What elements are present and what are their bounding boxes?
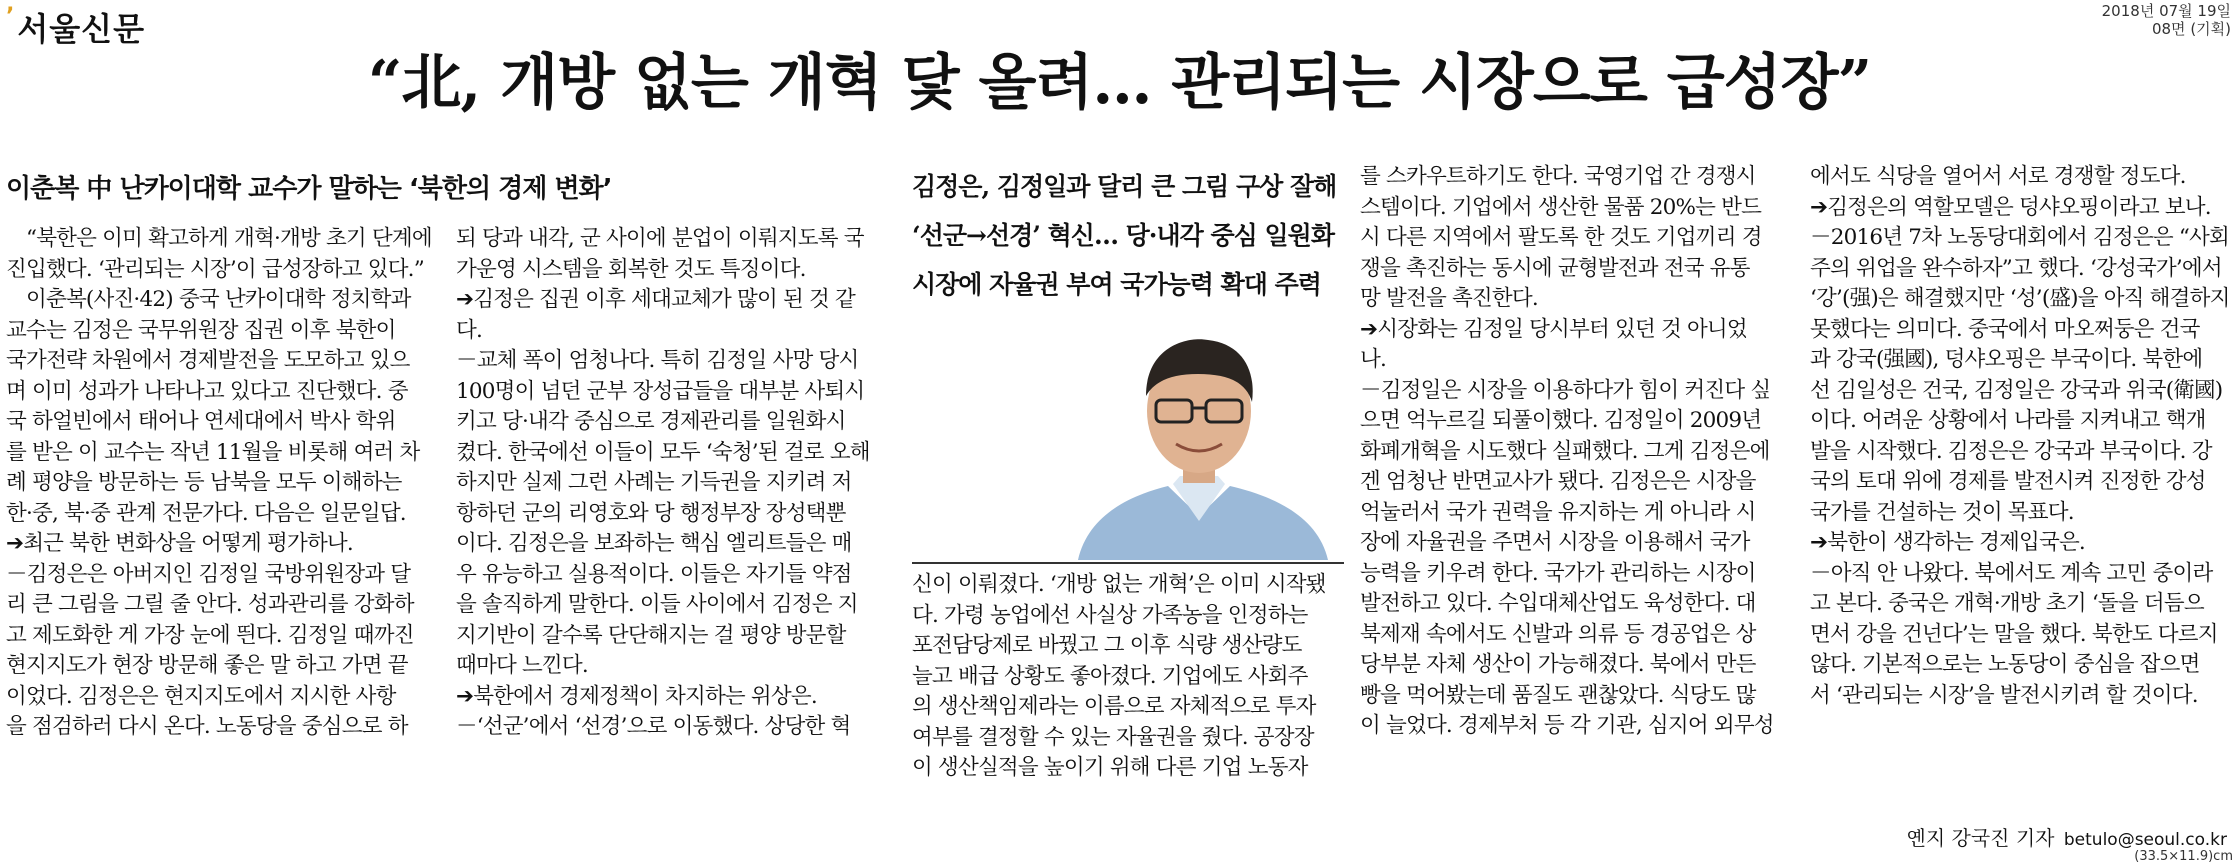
text-line: －김정은은 아버지인 김정일 국방위원장과 달 [6, 561, 411, 587]
newspaper-name: 서울신문 [17, 10, 146, 48]
text-line: 과 강국(强國), 덩샤오핑은 부국이다. 북한에 [1810, 347, 2203, 372]
text-line: 이 생산실적을 높이기 위해 다른 기업 노동자 [912, 755, 1308, 780]
text-line: 이다. 김정은을 보좌하는 핵심 엘리트들은 매 [456, 531, 852, 556]
text-line: 능력을 키우려 한다. 국가가 관리하는 시장이 [1360, 560, 1756, 586]
text-line: 발을 시작했다. 김정은은 강국과 부국이다. 강 [1810, 438, 2212, 464]
text-line: 망 발전을 촉진한다. [1360, 286, 1538, 311]
text-line: 항하던 군의 리영호와 당 행정부장 장성택뿐 [456, 500, 846, 526]
photo-divider [912, 562, 1344, 564]
text-line: －‘선군’에서 ‘선경’으로 이동했다. 상당한 혁 [456, 714, 851, 739]
text-line: 못했다는 의미다. 중국에서 마오쩌둥은 건국 [1810, 316, 2200, 342]
text-line: 진입했다. ‘관리되는 시장’이 급성장하고 있다.” [6, 256, 424, 282]
text-line: 에서도 식당을 열어서 서로 경쟁할 정도다. [1810, 164, 2186, 189]
text-line: 을 점검하러 다시 온다. 노동당을 중심으로 하 [6, 714, 408, 739]
text-line: 현지지도가 현장 방문해 좋은 말 하고 가면 끝 [6, 653, 408, 678]
text-line: 여부를 결정할 수 있는 자율권을 줬다. 공장장 [912, 724, 1314, 750]
text-line: 키고 당·내각 중심으로 경제관리를 일원화시 [456, 409, 846, 434]
text-line: －교체 폭이 엄청나다. 특히 김정일 사망 당시 [456, 348, 859, 373]
text-line: ‘강’(强)은 해결했지만 ‘성’(盛)을 아직 해결하지 [1810, 286, 2230, 311]
text-line: 늘고 배급 상황도 좋아졌다. 기업에도 사회주 [912, 663, 1308, 689]
text-line: 의 생산책임제라는 이름으로 자체적으로 투자 [912, 694, 1316, 719]
text-line: 가운영 시스템을 회복한 것도 특징이다. [456, 256, 806, 282]
text-line: 국가전략 차원에서 경제발전을 도모하고 있으 [6, 348, 410, 373]
article-subhead: 이춘복 中 난카이대학 교수가 말하는 ‘북한의 경제 변화’ [6, 174, 612, 204]
text-line: 장에 자율권을 주면서 시장을 이용해서 국가 [1360, 530, 1750, 555]
text-line: －김정일은 시장을 이용하다가 힘이 커진다 싶 [1360, 377, 1771, 403]
masthead-mark: ’ [6, 4, 16, 29]
text-line: 를 받은 이 교수는 작년 11월을 비롯해 여러 차 [6, 439, 420, 465]
summary-line: ‘선군→선경’ 혁신… 당·내각 중심 일원화 [912, 221, 1334, 250]
text-line: 이다. 어려운 상황에서 나라를 지켜내고 핵개 [1810, 408, 2206, 433]
summary-box [912, 162, 1342, 309]
text-line: 지기반이 갈수록 단단해지는 걸 평양 방문할 [456, 622, 846, 648]
text-line: 화폐개혁을 시도했다 실패했다. 그게 김정은에 [1360, 438, 1770, 464]
text-line: 쟁을 촉진하는 동시에 균형발전과 전국 유통 [1360, 255, 1750, 281]
reporter-email[interactable]: betulo@seoul.co.kr [2063, 830, 2227, 850]
text-column-5 [1810, 162, 2234, 711]
text-line: 100명이 넘던 군부 장성급들을 대부분 사퇴시 [456, 378, 865, 404]
text-line: 이 늘었다. 경제부처 등 각 기관, 심지어 외무성 [1360, 713, 1774, 738]
text-line: 스템이다. 기업에서 생산한 물품 20%는 반드 [1360, 194, 1762, 220]
newspaper-masthead [6, 4, 145, 50]
text-line: 빵을 먹어봤는데 품질도 괜찮았다. 식당도 많 [1360, 682, 1756, 708]
text-line: ➔북한에서 경제정책이 차지하는 위상은. [456, 683, 817, 709]
text-line: 면서 강을 건넌다’는 말을 했다. 북한도 다르지 [1810, 621, 2218, 647]
text-line: －2016년 7차 노동당대회에서 김정은은 “사회 [1810, 225, 2229, 250]
text-line: 리 큰 그림을 그릴 줄 안다. 성과관리를 강화하 [6, 592, 414, 617]
text-line: 되 당과 내각, 군 사이에 분업이 이뤄지도록 국 [456, 226, 864, 251]
text-line: 발전하고 있다. 수입대체산업도 육성한다. 대 [1360, 591, 1756, 616]
text-line: 켰다. 한국에선 이들이 모두 ‘숙청’된 걸로 오해 [456, 439, 870, 465]
text-line: ➔시장화는 김정일 당시부터 있던 것 아니었 [1360, 316, 1747, 342]
text-line: 다. [456, 317, 483, 343]
text-line: 당부분 자체 생산이 가능해졌다. 북에서 만든 [1360, 652, 1756, 677]
text-column-1 [6, 224, 434, 743]
issue-meta [2102, 2, 2231, 38]
page-section: 08면 (기획) [2151, 20, 2231, 38]
summary-line: 시장에 자율권 부여 국가능력 확대 주력 [912, 270, 1321, 299]
text-line: 를 스카우트하기도 한다. 국영기업 간 경쟁시 [1360, 164, 1756, 189]
text-line: 한·중, 북·중 관계 전문가다. 다음은 일문일답. [6, 500, 406, 526]
text-line: 않다. 기본적으로는 노동당이 중심을 잡으면 [1810, 652, 2200, 677]
text-line: 우 유능하고 실용적이다. 이들은 자기들 약점 [456, 561, 852, 587]
byline [1907, 822, 2228, 851]
summary-line: 김정은, 김정일과 달리 큰 그림 구상 잘해 [912, 172, 1337, 201]
text-line: 국의 토대 위에 경제를 발전시켜 진정한 강성 [1810, 469, 2206, 494]
text-line: 다. 가령 농업에선 사실상 가족농을 인정하는 [912, 602, 1308, 628]
text-column-3 [912, 570, 1356, 784]
text-line: 으면 억누르길 되풀이했다. 김정일이 2009년 [1360, 408, 1762, 433]
text-line: 국 하얼빈에서 태어나 연세대에서 박사 학위 [6, 409, 396, 434]
text-column-2 [456, 224, 894, 743]
article-headline: “北, 개방 없는 개혁 닻 올려… 관리되는 시장으로 급성장” [367, 48, 1872, 118]
size-note: (33.5×11.9)cm [2134, 849, 2233, 864]
portrait-photo [1058, 316, 1340, 560]
text-line: 이춘복(사진·42) 중국 난카이대학 정치학과 [26, 287, 411, 312]
text-line: 국가를 건설하는 것이 목표다. [1810, 499, 2074, 525]
text-line: 주의 위업을 완수하자”고 했다. ‘강성국가’에서 [1810, 255, 2222, 281]
text-line: “북한은 이미 확고하게 개혁·개방 초기 단계에 [26, 226, 432, 251]
text-line: 교수는 김정은 국무위원장 집권 이후 북한이 [6, 317, 396, 343]
text-line: 포전담당제로 바꿨고 그 이후 식량 생산량도 [912, 633, 1302, 658]
text-line: 례 평양을 방문하는 등 남북을 모두 이해하는 [6, 470, 402, 495]
text-line: 고 본다. 중국은 개혁·개방 초기 ‘돌을 더듬으 [1810, 591, 2204, 616]
reporter-name: 옌지 강국진 기자 [1906, 826, 2055, 850]
text-line: 북제재 속에서도 신발과 의류 등 경공업은 상 [1360, 621, 1756, 647]
text-line: 시 다른 지역에서 팔도록 한 것도 기업끼리 경 [1360, 225, 1762, 250]
text-line: ➔김정은의 역할모델은 덩샤오핑이라고 보나. [1810, 194, 2211, 220]
issue-date: 2018년 07월 19일 [2101, 2, 2231, 20]
text-line: 하지만 실제 그런 사례는 기득권을 지키려 저 [456, 470, 852, 495]
text-line: 을 솔직하게 말한다. 이들 사이에서 김정은 지 [456, 592, 858, 617]
text-line: 신이 이뤄졌다. ‘개방 없는 개혁’은 이미 시작됐 [912, 572, 1326, 597]
text-line: 때마다 느낀다. [456, 653, 588, 678]
text-line: 서 ‘관리되는 시장’을 발전시키려 할 것이다. [1810, 682, 2198, 708]
text-line: 나. [1360, 347, 1387, 372]
text-line: ➔북한이 생각하는 경제입국은. [1810, 530, 2085, 555]
text-line: 고 제도화한 게 가장 눈에 띈다. 김정일 때까진 [6, 622, 414, 648]
text-line: 억눌러서 국가 권력을 유지하는 게 아니라 시 [1360, 499, 1756, 525]
text-line: －아직 안 나왔다. 북에서도 계속 고민 중이라 [1810, 560, 2213, 586]
text-column-4 [1360, 162, 1804, 742]
text-line: 선 김일성은 건국, 김정일은 강국과 위국(衛國) [1810, 377, 2223, 403]
text-line: ➔김정은 집권 이후 세대교체가 많이 된 것 같 [456, 287, 855, 312]
text-line: 이었다. 김정은은 현지지도에서 지시한 사항 [6, 683, 396, 709]
text-line: 며 이미 성과가 나타나고 있다고 진단했다. 중 [6, 378, 408, 404]
text-line: ➔최근 북한 변화상을 어떻게 평가하나. [6, 531, 353, 556]
text-line: 겐 엄청난 반면교사가 됐다. 김정은은 시장을 [1360, 469, 1756, 494]
